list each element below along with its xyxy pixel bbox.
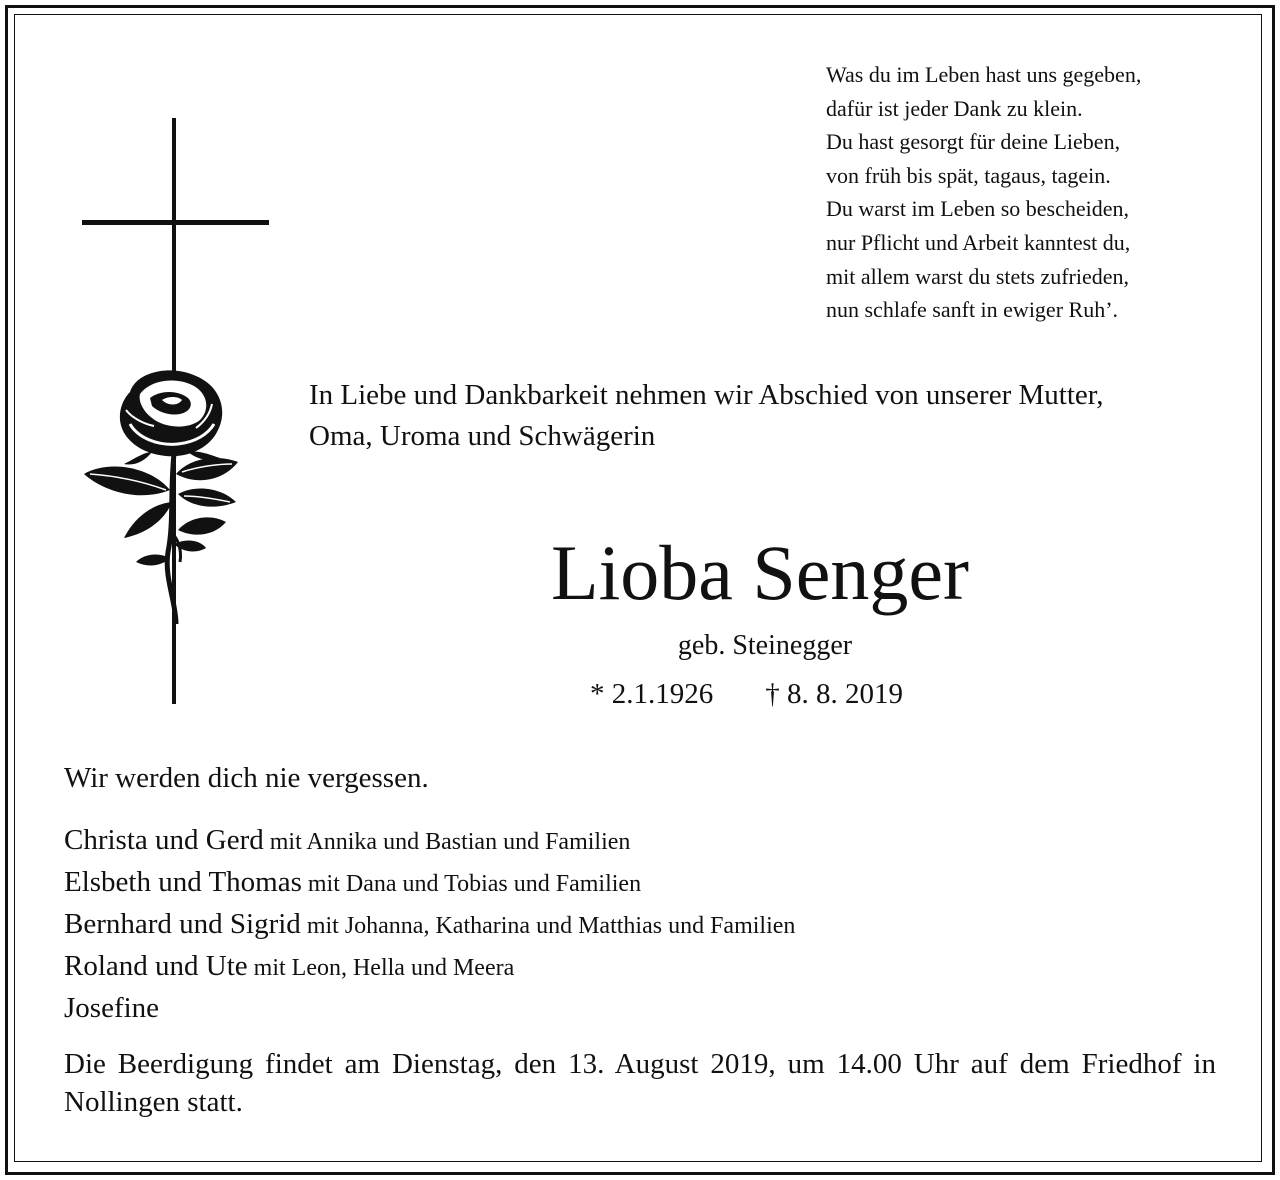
birth-date: * 2.1.1926 [590,678,714,710]
mourner-line [64,946,795,988]
intro-line: In Liebe und Dankbarkeit nehmen wir Abschied von unserer Mutter, [309,379,1104,411]
mourner-rest: mit Leon, Hella und Meera [247,955,515,981]
mourner-main: Elsbeth und Thomas [64,866,302,898]
mourner-main: Bernhard und Sigrid [64,908,301,940]
mourner-line [64,862,795,904]
mourner-main: Christa und Gerd [64,824,264,856]
mourner-main: Roland und Ute [64,950,248,982]
motto: Wir werden dich nie vergessen. [64,762,429,794]
life-dates [590,676,903,712]
mourner-line [64,904,795,946]
mourner-line [64,988,795,1030]
deceased-name: Lioba Senger [550,529,970,616]
mourner-main: Josefine [64,992,160,1024]
intro-line: Oma, Uroma und Schwägerin [309,420,656,452]
mourner-rest: mit Johanna, Katharina und Matthias und Familien [300,913,796,939]
maiden-name: geb. Steinegger [677,630,853,661]
poem-line: Du hast gesorgt für deine Lieben, [826,129,1121,155]
poem-line: nun schlafe sanft in ewiger Ruh’. [826,297,1119,323]
mourner-rest: mit Annika und Bastian und Familien [263,829,631,855]
poem-line: dafür ist jeder Dank zu klein. [826,95,1083,121]
cross-horizontal-bar [82,220,269,225]
poem-line: von früh bis spät, tagaus, tagein. [826,162,1111,188]
mourner-rest: mit Dana und Tobias und Familien [301,871,642,897]
mourner-line [64,820,795,862]
rose-icon [78,362,248,632]
funeral-notice: Die Beerdigung findet am Dienstag, den 13. August 2019, um 14.00 Uhr auf dem Friedhof in Nollingen statt. [64,1048,1216,1118]
poem-line: mit allem warst du stets zufrieden, [826,263,1130,289]
death-date: † 8. 8. 2019 [765,678,903,710]
poem-line: Was du im Leben hast uns gegeben, [826,62,1142,87]
poem-line: Du warst im Leben so bescheiden, [826,196,1130,222]
poem-line: nur Pflicht und Arbeit kanntest du, [826,229,1131,255]
poem [826,58,1141,327]
intro-text [309,375,1104,457]
mourners-list [64,820,795,1030]
